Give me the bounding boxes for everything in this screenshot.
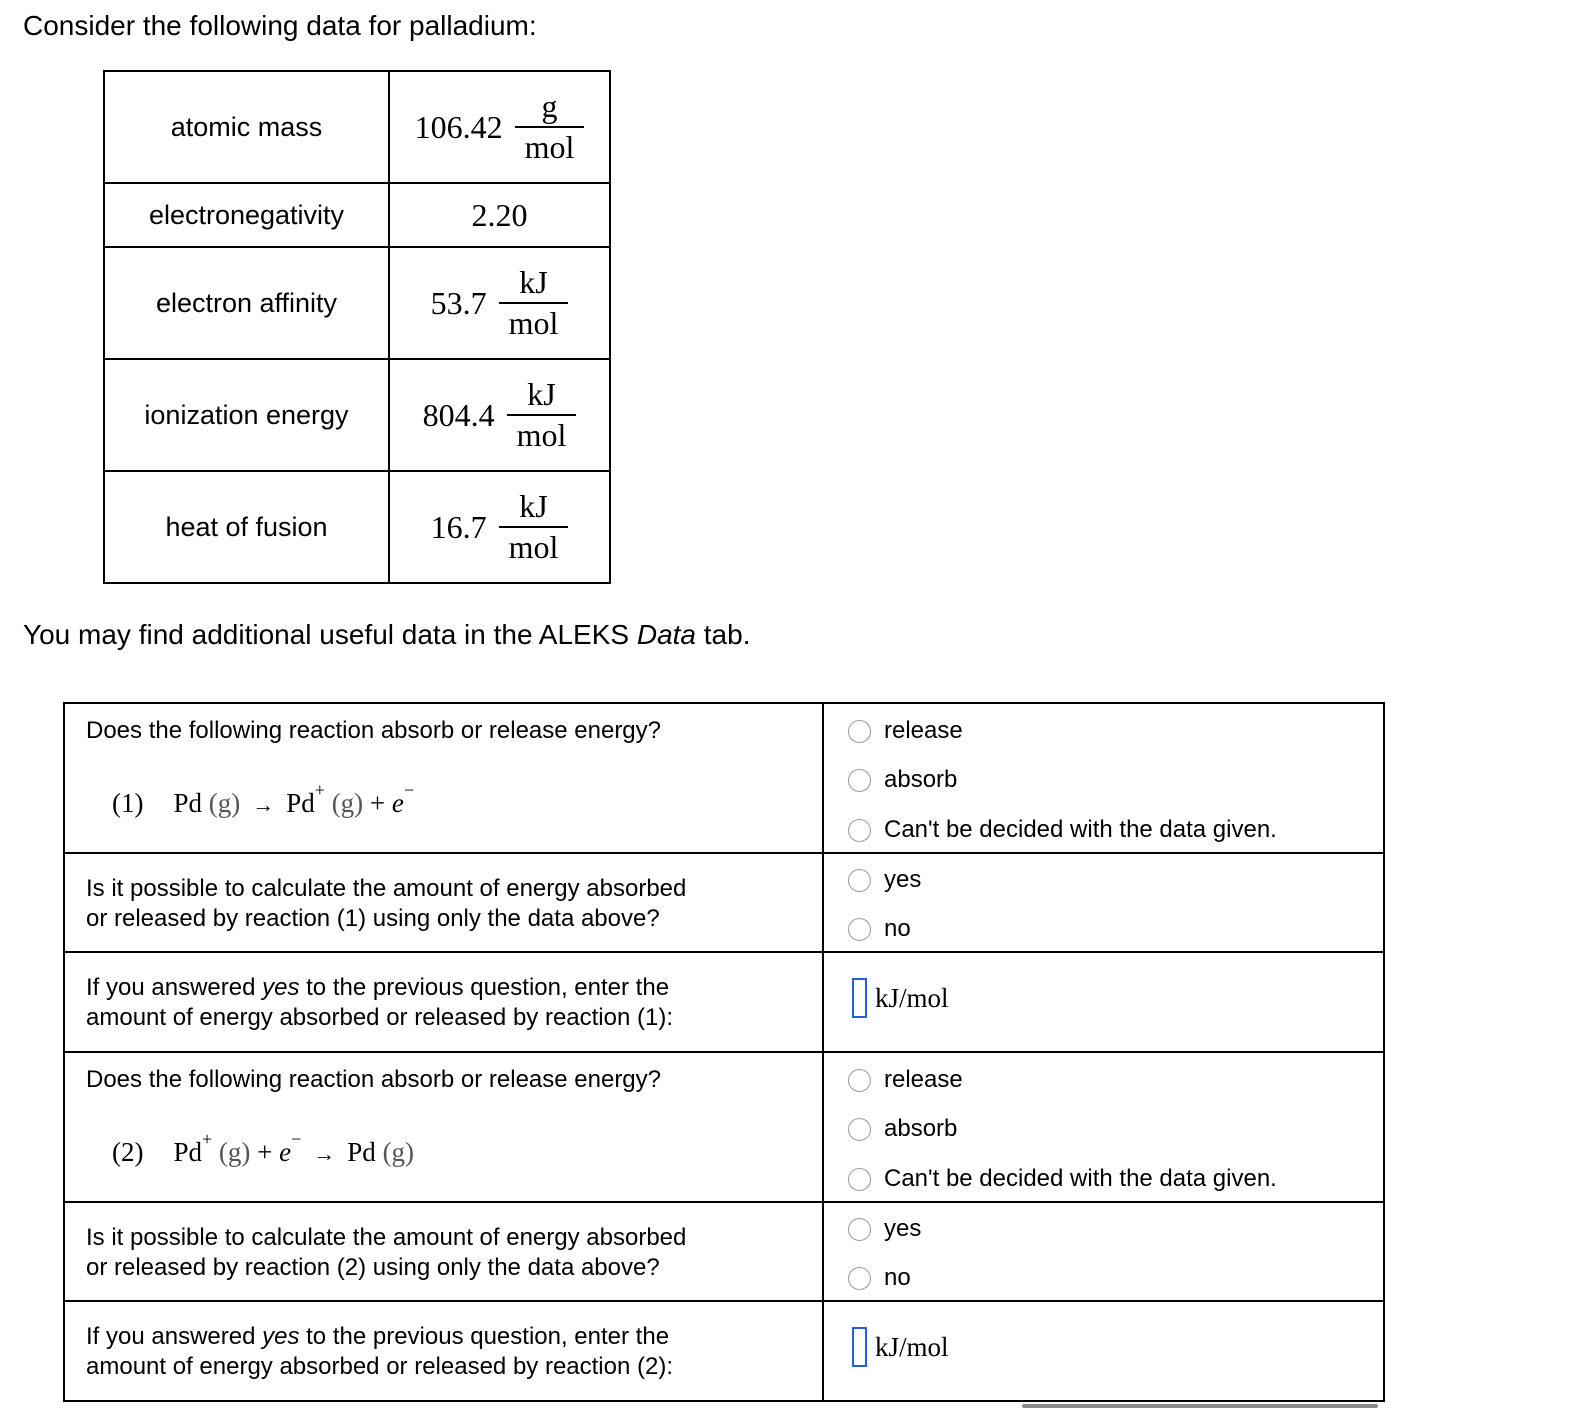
data-row-ionization-energy [104, 359, 610, 471]
unit-fraction [515, 87, 585, 165]
unit-label: kJ/mol [875, 1331, 949, 1362]
unit-numerator: kJ [519, 263, 548, 300]
data-row-electron-affinity [104, 247, 610, 359]
property-value: 2.20 [389, 183, 610, 247]
property-label: atomic mass [104, 71, 389, 183]
data-row-heat-of-fusion [104, 471, 610, 583]
property-label: electronegativity [104, 183, 389, 247]
radio-button[interactable] [848, 1118, 871, 1141]
reaction-equation-1: (1) Pd (g) → Pd+ (g) + e− [112, 780, 415, 818]
property-value: 16.7 [430, 508, 487, 545]
answer-options-1 [824, 704, 1383, 845]
data-row-electronegativity [104, 183, 610, 247]
option-release[interactable]: release [824, 1065, 1383, 1095]
radio-button[interactable] [848, 1267, 871, 1290]
radio-button[interactable] [848, 720, 871, 743]
energy-answer-input-1[interactable] [852, 978, 867, 1018]
question-text: If you answered yes to the previous question, enter the amount of energy absorbed or released by reaction (1): [86, 974, 674, 1031]
radio-button[interactable] [848, 1168, 871, 1191]
unit-fraction [499, 263, 569, 341]
property-value: 804.4 [422, 396, 495, 433]
answer-options-5 [824, 1203, 1383, 1293]
option-absorb[interactable]: absorb [824, 1114, 1383, 1144]
unit-numerator: kJ [527, 375, 556, 412]
unit-denominator: mol [515, 126, 585, 165]
reaction-arrow-icon: → [252, 792, 275, 817]
unit-denominator: mol [507, 414, 577, 453]
data-row-atomic-mass [104, 71, 610, 183]
option-release[interactable]: release [824, 716, 1383, 746]
data-tab-note: You may find additional useful data in the ALEKS Data tab. [23, 619, 751, 650]
property-label: ionization energy [104, 359, 389, 471]
property-label: electron affinity [104, 247, 389, 359]
unit-denominator: mol [499, 526, 569, 565]
property-value: 106.42 [414, 108, 503, 145]
question-row-4 [64, 1052, 1384, 1202]
question-text: If you answered yes to the previous question, enter the amount of energy absorbed or released by reaction (2): [86, 1323, 674, 1380]
question-row-6 [64, 1301, 1384, 1401]
unit-numerator: g [541, 87, 558, 124]
answer-input-row-1 [824, 953, 1383, 1018]
answer-input-row-2 [824, 1302, 1383, 1367]
question-text: Does the following reaction absorb or release energy? [86, 717, 662, 744]
reaction-equation-2: (2) Pd+ (g) + e−→ Pd (g) [112, 1129, 415, 1167]
horizontal-scrollbar[interactable] [1022, 1404, 1378, 1408]
option-yes[interactable]: yes [824, 1214, 1383, 1244]
property-label: heat of fusion [104, 471, 389, 583]
question-row-1 [64, 703, 1384, 853]
reaction-arrow-icon: → [313, 1141, 336, 1166]
option-yes[interactable]: yes [824, 865, 1383, 895]
radio-button[interactable] [848, 769, 871, 792]
energy-answer-input-2[interactable] [852, 1327, 867, 1367]
question-text: Is it possible to calculate the amount of energy absorbed or released by reaction (2) using only the data above? [86, 1224, 687, 1281]
option-absorb[interactable]: absorb [824, 765, 1383, 795]
option-no[interactable]: no [824, 1263, 1383, 1293]
answer-options-4 [824, 1053, 1383, 1194]
question-row-5 [64, 1202, 1384, 1301]
radio-button[interactable] [848, 1218, 871, 1241]
radio-button[interactable] [848, 819, 871, 842]
option-cant-decide[interactable]: Can't be decided with the data given. [824, 1164, 1383, 1194]
question-text: Is it possible to calculate the amount of energy absorbed or released by reaction (1) using only the data above? [86, 875, 687, 932]
radio-button[interactable] [848, 1069, 871, 1092]
unit-denominator: mol [499, 302, 569, 341]
radio-button[interactable] [848, 869, 871, 892]
option-no[interactable]: no [824, 914, 1383, 944]
unit-fraction [507, 375, 577, 453]
problem-intro: Consider the following data for palladium: [23, 10, 537, 41]
unit-label: kJ/mol [875, 982, 949, 1013]
questions-table [63, 702, 1385, 1402]
question-row-3 [64, 952, 1384, 1052]
radio-button[interactable] [848, 918, 871, 941]
unit-fraction [499, 487, 569, 565]
option-cant-decide[interactable]: Can't be decided with the data given. [824, 815, 1383, 845]
palladium-data-table [103, 70, 611, 584]
data-tab-name: Data [636, 619, 696, 650]
question-row-2 [64, 853, 1384, 952]
property-value: 53.7 [430, 284, 487, 321]
answer-options-2 [824, 854, 1383, 944]
unit-numerator: kJ [519, 487, 548, 524]
question-text: Does the following reaction absorb or release energy? [86, 1066, 662, 1093]
